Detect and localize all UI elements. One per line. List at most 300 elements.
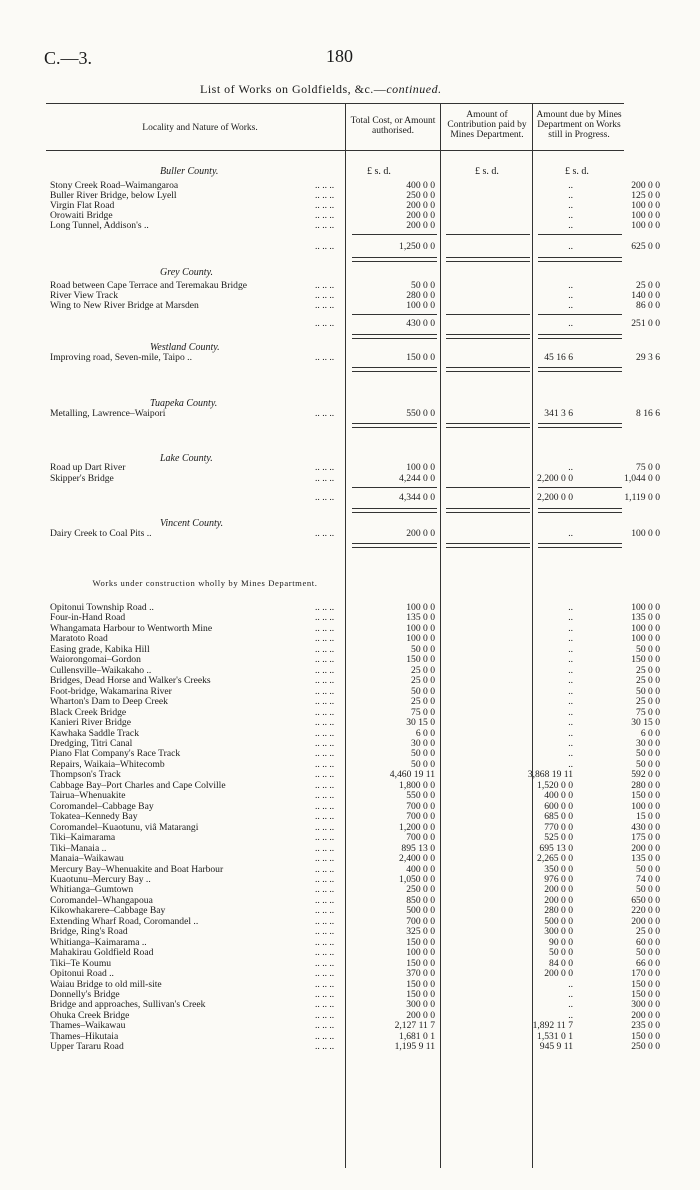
row-total-cost: 200 0 0 — [406, 528, 435, 539]
row-total-cost: 50 0 0 — [411, 748, 435, 759]
row-contribution: .. — [568, 190, 573, 201]
table-row — [50, 1020, 660, 1031]
row-leader-dots: .. .. .. — [315, 843, 335, 854]
row-description: Thompson's Track — [50, 769, 121, 780]
column-header-contribution: Amount of Contribution paid by Mines Department. — [447, 110, 527, 140]
row-leader-dots: .. .. .. — [315, 633, 335, 644]
row-amount-due: 592 0 0 — [631, 769, 660, 780]
row-leader-dots: .. .. .. — [315, 462, 335, 473]
row-contribution: 200 0 0 — [544, 895, 573, 906]
table-row — [50, 843, 660, 854]
row-leader-dots: .. .. .. — [315, 318, 335, 329]
row-leader-dots: .. .. .. — [315, 769, 335, 780]
row-total-cost: 550 0 0 — [406, 790, 435, 801]
row-description: Cabbage Bay–Port Charles and Cape Colville — [50, 780, 226, 791]
row-amount-due: 200 0 0 — [631, 180, 660, 191]
row-contribution: 400 0 0 — [544, 790, 573, 801]
row-amount-due: 1,119 0 0 — [624, 492, 660, 503]
row-amount-due: 60 0 0 — [636, 937, 660, 948]
row-total-cost: 50 0 0 — [411, 280, 435, 291]
row-contribution: .. — [568, 220, 573, 231]
title-main: List of Works on Goldfields, &c.— — [200, 82, 387, 96]
row-description: Improving road, Seven-mile, Taipo .. — [50, 352, 192, 363]
subtotal-row — [50, 318, 660, 329]
row-contribution: 90 0 0 — [549, 937, 573, 948]
row-description: Mercury Bay–Whenuakite and Boat Harbour — [50, 864, 224, 875]
row-description: Bridges, Dead Horse and Walker's Creeks — [50, 675, 211, 686]
row-contribution: 280 0 0 — [544, 905, 573, 916]
row-total-cost: 6 0 0 — [415, 728, 435, 739]
row-description: Waiau Bridge to old mill-site — [50, 979, 162, 990]
row-total-cost: 370 0 0 — [406, 968, 435, 979]
row-amount-due: 30 0 0 — [636, 738, 660, 749]
row-leader-dots: .. .. .. — [315, 408, 335, 419]
row-description: Stony Creek Road–Waimangaroa — [50, 180, 179, 191]
row-amount-due: 150 0 0 — [631, 989, 660, 1000]
row-contribution: 600 0 0 — [544, 801, 573, 812]
row-total-cost: 500 0 0 — [406, 905, 435, 916]
subtotal-row — [50, 492, 660, 503]
row-description: Whitianga–Gumtown — [50, 884, 134, 895]
row-description: Cullensville–Waikakaho .. — [50, 665, 152, 676]
row-contribution: 500 0 0 — [544, 916, 573, 927]
subtotal-rule — [446, 234, 530, 235]
row-leader-dots: .. .. .. — [315, 989, 335, 1000]
row-total-cost: 4,460 19 11 — [389, 769, 435, 780]
row-description: Piano Flat Company's Race Track — [50, 748, 181, 759]
row-amount-due: 50 0 0 — [636, 686, 660, 697]
table-row — [50, 916, 660, 927]
row-amount-due: 66 0 0 — [636, 958, 660, 969]
county-heading: Westland County. — [150, 342, 220, 353]
row-description: Wing to New River Bridge at Marsden — [50, 300, 199, 311]
row-amount-due: 251 0 0 — [631, 318, 660, 329]
row-contribution: .. — [568, 280, 573, 291]
row-description: Kawhaka Saddle Track — [50, 728, 139, 739]
row-description: Wharton's Dam to Deep Creek — [50, 696, 168, 707]
row-leader-dots: .. .. .. — [315, 180, 335, 191]
row-description: Road between Cape Terrace and Teremakau Bridge — [50, 280, 248, 291]
row-leader-dots: .. .. .. — [315, 644, 335, 655]
table-row — [50, 728, 660, 739]
row-total-cost: 25 0 0 — [411, 696, 435, 707]
row-total-cost: 850 0 0 — [406, 895, 435, 906]
table-row — [50, 979, 660, 990]
row-total-cost: 150 0 0 — [406, 958, 435, 969]
row-total-cost: 1,681 0 1 — [399, 1031, 435, 1042]
row-amount-due: 74 0 0 — [636, 874, 660, 885]
row-contribution: 300 0 0 — [544, 926, 573, 937]
row-description: Black Creek Bridge — [50, 707, 127, 718]
page-number: 180 — [326, 46, 353, 66]
row-amount-due: 100 0 0 — [631, 200, 660, 211]
row-contribution: 2,200 0 0 — [537, 492, 573, 503]
row-leader-dots: .. .. .. — [315, 686, 335, 697]
row-total-cost: 700 0 0 — [406, 801, 435, 812]
row-total-cost: 150 0 0 — [406, 989, 435, 1000]
row-total-cost: 100 0 0 — [406, 300, 435, 311]
row-contribution: .. — [568, 707, 573, 718]
row-leader-dots: .. .. .. — [315, 602, 335, 613]
row-contribution: .. — [568, 241, 573, 252]
subtotal-double-rule — [352, 257, 437, 262]
row-leader-dots: .. .. .. — [315, 200, 335, 211]
row-amount-due: 50 0 0 — [636, 884, 660, 895]
table-row — [50, 769, 660, 780]
row-total-cost: 100 0 0 — [406, 462, 435, 473]
row-leader-dots: .. .. .. — [315, 190, 335, 201]
row-amount-due: 200 0 0 — [631, 843, 660, 854]
table-row — [50, 675, 660, 686]
unit-label-due: £ s. d. — [565, 166, 589, 177]
row-contribution: 2,200 0 0 — [537, 473, 573, 484]
row-amount-due: 75 0 0 — [636, 707, 660, 718]
row-total-cost: 1,200 0 0 — [399, 822, 435, 833]
row-contribution: .. — [568, 748, 573, 759]
county-heading: Tuapeka County. — [150, 398, 218, 409]
subtotal-rule — [538, 234, 622, 235]
row-total-cost: 30 15 0 — [406, 717, 435, 728]
row-leader-dots: .. .. .. — [315, 864, 335, 875]
table-row — [50, 602, 660, 613]
row-description: Tairua–Whenuakite — [50, 790, 126, 801]
row-amount-due: 625 0 0 — [631, 241, 660, 252]
row-description: Donnelly's Bridge — [50, 989, 120, 1000]
row-leader-dots: .. .. .. — [315, 1031, 335, 1042]
row-amount-due: 100 0 0 — [631, 602, 660, 613]
row-amount-due: 200 0 0 — [631, 1010, 660, 1021]
table-row — [50, 780, 660, 791]
row-description: Extending Wharf Road, Coromandel .. — [50, 916, 199, 927]
table-row — [50, 717, 660, 728]
row-leader-dots: .. .. .. — [315, 1010, 335, 1021]
unit-label-total: £ s. d. — [367, 166, 391, 177]
table-row — [50, 947, 660, 958]
row-amount-due: 100 0 0 — [631, 633, 660, 644]
row-total-cost: 250 0 0 — [406, 190, 435, 201]
row-total-cost: 1,800 0 0 — [399, 780, 435, 791]
row-total-cost: 150 0 0 — [406, 937, 435, 948]
row-leader-dots: .. .. .. — [315, 811, 335, 822]
row-amount-due: 220 0 0 — [631, 905, 660, 916]
table-row — [50, 853, 660, 864]
row-amount-due: 29 3 6 — [636, 352, 660, 363]
row-leader-dots: .. .. .. — [315, 748, 335, 759]
row-contribution: .. — [568, 1010, 573, 1021]
table-row — [50, 220, 660, 231]
row-amount-due: 15 0 0 — [636, 811, 660, 822]
subtotal-rule — [446, 314, 530, 315]
row-total-cost: 700 0 0 — [406, 916, 435, 927]
row-total-cost: 200 0 0 — [406, 210, 435, 221]
row-description: Tiki–Manaia .. — [50, 843, 107, 854]
row-total-cost: 300 0 0 — [406, 999, 435, 1010]
county-heading: Vincent County. — [160, 518, 224, 529]
row-total-cost: 280 0 0 — [406, 290, 435, 301]
row-description: Long Tunnel, Addison's .. — [50, 220, 149, 231]
row-amount-due: 135 0 0 — [631, 853, 660, 864]
table-row — [50, 352, 660, 363]
row-total-cost: 200 0 0 — [406, 1010, 435, 1021]
row-total-cost: 200 0 0 — [406, 200, 435, 211]
row-contribution: .. — [568, 623, 573, 634]
county-end-double-rule — [538, 543, 622, 548]
row-contribution: .. — [568, 759, 573, 770]
row-description: Bridge, Ring's Road — [50, 926, 128, 937]
subtotal-rule — [352, 314, 437, 315]
row-amount-due: 25 0 0 — [636, 280, 660, 291]
row-description: Foot-bridge, Wakamarina River — [50, 686, 172, 697]
row-leader-dots: .. .. .. — [315, 916, 335, 927]
column-header-locality: Locality and Nature of Works. — [142, 123, 258, 133]
row-total-cost: 25 0 0 — [411, 665, 435, 676]
row-leader-dots: .. .. .. — [315, 874, 335, 885]
row-leader-dots: .. .. .. — [315, 1020, 335, 1031]
row-contribution: 350 0 0 — [544, 864, 573, 875]
row-total-cost: 25 0 0 — [411, 675, 435, 686]
table-row — [50, 999, 660, 1010]
row-leader-dots: .. .. .. — [315, 728, 335, 739]
table-row — [50, 832, 660, 843]
page-title — [200, 82, 442, 97]
row-contribution: .. — [568, 602, 573, 613]
row-contribution: 200 0 0 — [544, 884, 573, 895]
subtotal-double-rule — [538, 508, 622, 513]
row-contribution: .. — [568, 633, 573, 644]
row-leader-dots: .. .. .. — [315, 280, 335, 291]
row-leader-dots: .. .. .. — [315, 612, 335, 623]
row-contribution: 84 0 0 — [549, 958, 573, 969]
row-total-cost: 2,400 0 0 — [399, 853, 435, 864]
row-leader-dots: .. .. .. — [315, 947, 335, 958]
county-end-double-rule — [352, 367, 437, 372]
row-leader-dots: .. .. .. — [315, 473, 335, 484]
row-amount-due: 430 0 0 — [631, 822, 660, 833]
row-amount-due: 8 16 6 — [636, 408, 660, 419]
row-amount-due: 100 0 0 — [631, 623, 660, 634]
table-row — [50, 1031, 660, 1042]
row-contribution: .. — [568, 728, 573, 739]
row-total-cost: 100 0 0 — [406, 623, 435, 634]
row-description: Coromandel–Cabbage Bay — [50, 801, 154, 812]
subtotal-rule — [352, 487, 437, 488]
row-amount-due: 86 0 0 — [636, 300, 660, 311]
county-heading: Lake County. — [160, 453, 213, 464]
subtotal-double-rule — [446, 508, 530, 513]
row-contribution: .. — [568, 999, 573, 1010]
row-description: Thames–Hikutaia — [50, 1031, 119, 1042]
subtotal-row — [50, 241, 660, 252]
column-header-total: Total Cost, or Amount authorised. — [350, 116, 436, 136]
table-row — [50, 707, 660, 718]
row-amount-due: 170 0 0 — [631, 968, 660, 979]
table-row — [50, 408, 660, 419]
row-contribution: 945 9 11 — [539, 1041, 573, 1052]
county-end-double-rule — [446, 423, 530, 428]
row-total-cost: 150 0 0 — [406, 979, 435, 990]
row-description: Kuaotunu–Mercury Bay .. — [50, 874, 151, 885]
row-leader-dots: .. .. .. — [315, 528, 335, 539]
row-contribution: 341 3 6 — [544, 408, 573, 419]
subtotal-double-rule — [538, 257, 622, 262]
table-row — [50, 190, 660, 201]
row-leader-dots: .. .. .. — [315, 696, 335, 707]
row-amount-due: 150 0 0 — [631, 979, 660, 990]
column-header-due: Amount due by Mines Department on Works still in Progress. — [536, 110, 622, 140]
row-contribution: .. — [568, 654, 573, 665]
row-description: Mahakirau Goldfield Road — [50, 947, 154, 958]
row-leader-dots: .. .. .. — [315, 979, 335, 990]
row-leader-dots: .. .. .. — [315, 853, 335, 864]
row-contribution: .. — [568, 717, 573, 728]
row-amount-due: 25 0 0 — [636, 696, 660, 707]
row-description: Manaia–Waikawau — [50, 853, 124, 864]
unit-label-contribution: £ s. d. — [475, 166, 499, 177]
row-leader-dots: .. .. .. — [315, 884, 335, 895]
county-heading: Buller County. — [160, 166, 219, 177]
row-amount-due: 1,044 0 0 — [624, 473, 660, 484]
row-leader-dots: .. .. .. — [315, 780, 335, 791]
row-amount-due: 25 0 0 — [636, 926, 660, 937]
row-amount-due: 125 0 0 — [631, 190, 660, 201]
row-leader-dots: .. .. .. — [315, 623, 335, 634]
row-leader-dots: .. .. .. — [315, 665, 335, 676]
row-contribution: 200 0 0 — [544, 968, 573, 979]
row-amount-due: 150 0 0 — [631, 1031, 660, 1042]
row-description: Whitianga–Kaimarama .. — [50, 937, 147, 948]
row-contribution: 1,892 11 7 — [532, 1020, 573, 1031]
row-total-cost: 1,250 0 0 — [399, 241, 435, 252]
row-amount-due: 150 0 0 — [631, 790, 660, 801]
row-total-cost: 135 0 0 — [406, 612, 435, 623]
row-description: Tiki–Te Koumu — [50, 958, 112, 969]
row-total-cost: 150 0 0 — [406, 654, 435, 665]
row-description: Easing grade, Kabika Hill — [50, 644, 150, 655]
row-amount-due: 50 0 0 — [636, 947, 660, 958]
row-amount-due: 300 0 0 — [631, 999, 660, 1010]
row-amount-due: 280 0 0 — [631, 780, 660, 791]
row-total-cost: 1,050 0 0 — [399, 874, 435, 885]
county-end-double-rule — [446, 543, 530, 548]
row-total-cost: 100 0 0 — [406, 633, 435, 644]
row-amount-due: 25 0 0 — [636, 675, 660, 686]
row-leader-dots: .. .. .. — [315, 801, 335, 812]
row-description: Thames–Waikawau — [50, 1020, 126, 1031]
row-leader-dots: .. .. .. — [315, 492, 335, 503]
table-row — [50, 528, 660, 539]
row-amount-due: 75 0 0 — [636, 462, 660, 473]
row-leader-dots: .. .. .. — [315, 241, 335, 252]
table-row — [50, 612, 660, 623]
row-contribution: .. — [568, 665, 573, 676]
county-end-double-rule — [446, 367, 530, 372]
row-leader-dots: .. .. .. — [315, 790, 335, 801]
row-contribution: 2,265 0 0 — [537, 853, 573, 864]
row-total-cost: 700 0 0 — [406, 811, 435, 822]
row-contribution: 50 0 0 — [549, 947, 573, 958]
row-total-cost: 50 0 0 — [411, 644, 435, 655]
table-row — [50, 623, 660, 634]
row-contribution: .. — [568, 318, 573, 329]
row-leader-dots: .. .. .. — [315, 832, 335, 843]
row-leader-dots: .. .. .. — [315, 1041, 335, 1052]
row-leader-dots: .. .. .. — [315, 210, 335, 221]
row-total-cost: 700 0 0 — [406, 832, 435, 843]
subtotal-double-rule — [352, 334, 437, 339]
row-description: Whangamata Harbour to Wentworth Mine — [50, 623, 213, 634]
row-description: Opitonui Township Road .. — [50, 602, 154, 613]
row-leader-dots: .. .. .. — [315, 895, 335, 906]
row-leader-dots: .. .. .. — [315, 300, 335, 311]
row-contribution: 1,520 0 0 — [537, 780, 573, 791]
row-description: Ohuka Creek Bridge — [50, 1010, 130, 1021]
row-contribution: .. — [568, 612, 573, 623]
table-row — [50, 200, 660, 211]
row-leader-dots: .. .. .. — [315, 759, 335, 770]
row-description: Road up Dart River — [50, 462, 126, 473]
row-amount-due: 25 0 0 — [636, 665, 660, 676]
row-amount-due: 100 0 0 — [631, 220, 660, 231]
subtotal-rule — [538, 314, 622, 315]
row-total-cost: 50 0 0 — [411, 759, 435, 770]
row-total-cost: 325 0 0 — [406, 926, 435, 937]
row-description: Waiorongomai–Gordon — [50, 654, 141, 665]
row-amount-due: 100 0 0 — [631, 801, 660, 812]
row-contribution: 525 0 0 — [544, 832, 573, 843]
row-description: Kikowhakarere–Cabbage Bay — [50, 905, 166, 916]
table-row — [50, 926, 660, 937]
row-description: Skipper's Bridge — [50, 473, 114, 484]
row-amount-due: 650 0 0 — [631, 895, 660, 906]
row-contribution: 1,531 0 1 — [537, 1031, 573, 1042]
row-leader-dots: .. .. .. — [315, 822, 335, 833]
row-description: Dredging, Titri Canal — [50, 738, 133, 749]
row-description: Virgin Flat Road — [50, 200, 115, 211]
row-description: Opitonui Road .. — [50, 968, 114, 979]
row-amount-due: 50 0 0 — [636, 759, 660, 770]
row-leader-dots: .. .. .. — [315, 968, 335, 979]
row-description: Bridge and approaches, Sullivan's Creek — [50, 999, 206, 1010]
table-row — [50, 1041, 660, 1052]
section-title: Works under construction wholly by Mines Department. — [92, 578, 318, 588]
row-description: Tokatea–Kennedy Bay — [50, 811, 138, 822]
county-end-double-rule — [352, 423, 437, 428]
subtotal-double-rule — [352, 508, 437, 513]
subtotal-rule — [446, 487, 530, 488]
table-row — [50, 884, 660, 895]
table-row — [50, 300, 660, 311]
row-contribution: .. — [568, 989, 573, 1000]
row-contribution: .. — [568, 644, 573, 655]
row-amount-due: 250 0 0 — [631, 1041, 660, 1052]
row-contribution: .. — [568, 290, 573, 301]
row-leader-dots: .. .. .. — [315, 352, 335, 363]
row-total-cost: 1,195 9 11 — [394, 1041, 435, 1052]
row-contribution: 770 0 0 — [544, 822, 573, 833]
row-contribution: 976 0 0 — [544, 874, 573, 885]
row-amount-due: 50 0 0 — [636, 748, 660, 759]
county-heading: Grey County. — [160, 267, 213, 278]
row-contribution: .. — [568, 200, 573, 211]
row-amount-due: 235 0 0 — [631, 1020, 660, 1031]
row-total-cost: 550 0 0 — [406, 408, 435, 419]
table-row — [50, 958, 660, 969]
subtotal-rule — [538, 487, 622, 488]
subtotal-double-rule — [446, 257, 530, 262]
row-leader-dots: .. .. .. — [315, 738, 335, 749]
table-row — [50, 874, 660, 885]
table-row — [50, 968, 660, 979]
